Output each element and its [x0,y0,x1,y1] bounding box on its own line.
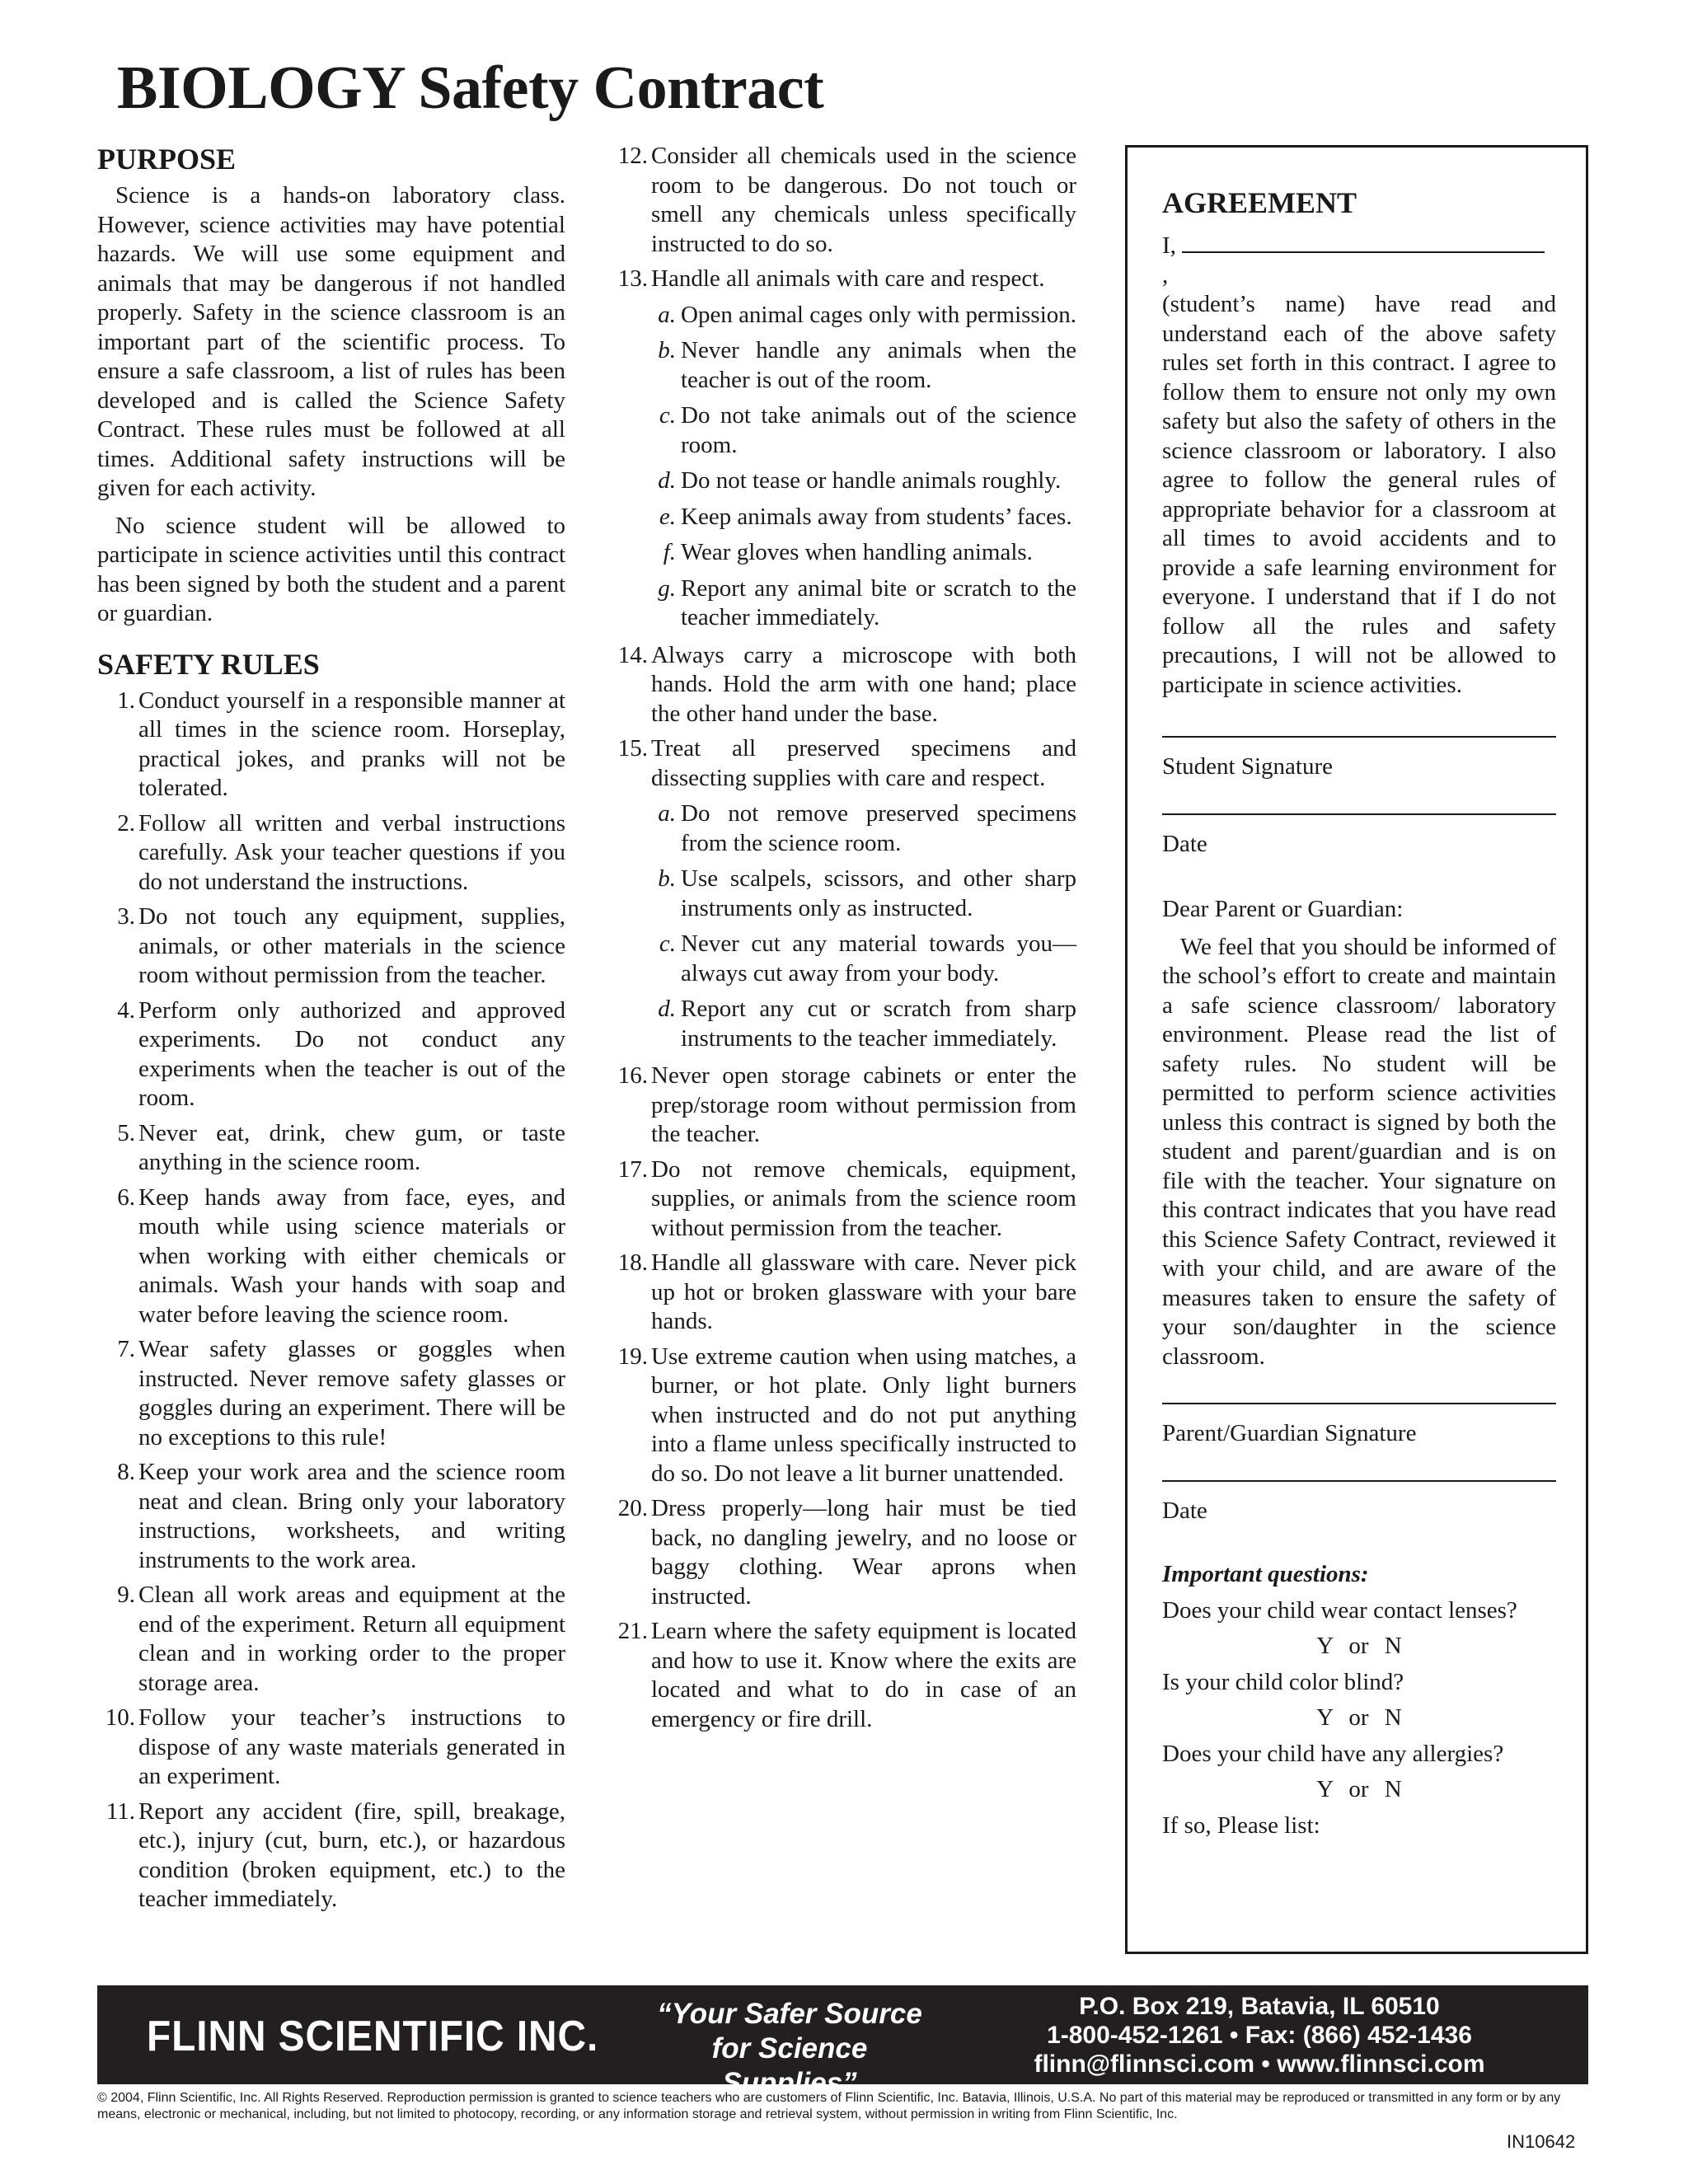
rule-number: 9. [117,1582,135,1608]
agreement-body: (student’s name) have read and understand each of the above safety rules set forth in this contract. I agree to follow them to ensure not only my own safety but also the safety of others in the science classroom or laboratory. I also agree to follow the general rules of appropriate behavior for a classroom at all times to avoid accidents and to provide a safe learning environment for everyone. I understand that if I do not follow all the rules and safety precautions, I will not be allowed to participate in science activities. [1162,291,1556,698]
sub-rule-letter: d. [658,467,676,494]
rule-text: Handle all glassware with care. Never pick up hot or broken glassware with your bare hands. [651,1249,1076,1334]
safety-rule [610,1062,1076,1150]
sub-rule-text: Open animal cages only with permission. [681,301,1077,328]
sub-rule [648,503,1076,532]
sub-rule-letter: g. [658,574,676,602]
list-prompt: If so, Please list: [1162,1811,1320,1839]
safety-rule [97,1704,565,1792]
safety-rule-row [97,996,565,1113]
sub-rule [648,995,1076,1053]
safety-rule [610,641,1076,729]
rule-text: Clean all work areas and equipment at the end of the experiment. Return all equipment clean and in working order to the proper storage area. [138,1582,565,1696]
safety-rule [610,1617,1076,1734]
safety-rule-row [97,1183,565,1330]
yes-no-options[interactable]: Y or N [1316,1633,1402,1659]
safety-rule-row [97,1581,565,1698]
page-title: BIOLOGY Safety Contract [117,54,824,122]
agreement-content [1162,185,1556,1840]
rule-number: 15. [617,735,648,762]
safety-rule [97,1335,565,1452]
parent-signature-label: Parent/Guardian Signature [1162,1420,1417,1446]
sub-rule [648,865,1076,923]
safety-rule-row [610,142,1076,259]
rule-text: Do not remove chemicals, equipment, supplies, or animals from the science room without permission from the teacher. [651,1155,1076,1241]
safety-rule-row [97,902,565,991]
safety-rule [610,1249,1076,1337]
question: Does your child wear contact lenses? [1162,1596,1517,1624]
parent-signature-line[interactable] [1162,1403,1556,1404]
slogan-line: for Science Supplies” [711,2032,868,2099]
rule-number: 11. [106,1797,135,1825]
questions-heading: Important questions: [1162,1561,1369,1587]
sub-rule [648,336,1076,395]
rules-list [610,142,1076,1734]
rule-text: Follow all written and verbal instructions carefully. Ask your teacher questions if you do not understand the instructions. [138,809,565,895]
rule-text: Do not touch any equipment, supplies, animals, or other materials in the science room without permission from the teacher. [138,903,565,988]
sub-rule-letter: b. [658,337,676,363]
student-date-label: Date [1162,830,1207,857]
parent-body: We feel that you should be informed of the school’s effort to create and maintain a safe science classroom/ laboratory environment. Please read the list of safety rules. No student will be permitted to perform science activities unless this contract is signed by both the student and parent/guardian and is on file with the teacher. Your signature on this contract indicates that you have read this Science Safety Contract, reviewed it with your child, and are aware of the measures taken to ensure the safety of your son/daughter in the science classroom. [1162,933,1556,1370]
rule-text: Keep your work area and the science room neat and clean. Bring only your laboratory instructions, worksheets, and writing instruments to the work area. [138,1459,565,1573]
sub-rule [648,930,1076,988]
safety-rule-row [97,687,565,804]
purpose-heading: PURPOSE [97,143,237,176]
sub-rule [648,574,1076,633]
student-date-line[interactable] [1162,813,1556,815]
parent-date-line[interactable] [1162,1480,1556,1482]
sub-rule-letter: c. [659,402,676,429]
rule-text: Handle all animals with care and respect. [651,265,1045,292]
safety-rule-row [97,809,565,898]
safety-rule [97,687,565,804]
parent-date-label: Date [1162,1497,1207,1524]
student-signature-label: Student Signature [1162,753,1334,780]
safety-rule-row [610,265,1076,294]
rule-text: Learn where the safety equipment is located and how to use it. Know where the exits are located and what to do in case of an emergency or fire drill. [651,1618,1076,1732]
copyright-notice: © 2004, Flinn Scientific, Inc. All Rights Reserved. Reproduction permission is granted to science teachers who are customers of Flinn Scientific, Inc. Batavia, Illinois, U.S.A. No part of this material may be reproduced or transmitted in any form or by any means, electronic or mechanical, including, but not limited to photocopy, recording, or any information storage and retrieval system, without permission in writing from Flinn Scientific, Inc. [97,2091,1561,2121]
rule-number: 13. [617,265,648,292]
safety-rule-row [97,1119,565,1178]
sub-rule-letter: f. [663,539,676,565]
sub-rule-text: Keep animals away from students’ faces. [681,503,1072,530]
sub-rule-text: Use scalpels, scissors, and other sharp instruments only as instructed. [681,865,1076,921]
rule-number: 19. [617,1343,648,1370]
safety-rule [97,809,565,898]
rule-number: 2. [117,809,135,837]
agreement-intro [1162,232,1556,290]
rules-list [97,687,565,1915]
agreement-intro-start: I, [1162,232,1176,259]
slogan-line: “Your Safer Source [657,1998,922,2030]
rule-number: 7. [117,1336,135,1362]
rule-number: 17. [617,1155,648,1183]
rule-number: 8. [117,1459,135,1485]
rule-number: 5. [117,1119,135,1146]
sub-rule [648,538,1076,568]
rule-number: 18. [617,1249,648,1276]
address: P.O. Box 219, Batavia, IL 60510 [1079,1993,1440,2020]
safety-rule [610,1494,1076,1611]
sub-rule-text: Do not remove preserved specimens from the science room. [681,800,1076,856]
rule-number: 20. [617,1495,648,1521]
rule-text: Conduct yourself in a responsible manner at all times in the science room. Horseplay, practical jokes, and pranks will not be tolerated. [138,687,565,801]
rule-text: Treat all preserved specimens and dissecting supplies with care and respect. [651,735,1076,791]
safety-rule [97,1119,565,1178]
safety-rule-row [610,641,1076,729]
safety-rule [610,1155,1076,1244]
safety-rule-row [97,1335,565,1452]
rule-text: Keep hands away from face, eyes, and mouth while using science materials or when working with either chemicals or animals. Wash your hands with soap and water before leaving the science room. [138,1183,565,1328]
safety-rule-row [610,1249,1076,1337]
yes-no-options[interactable]: Y or N [1316,1776,1402,1802]
safety-rule-row [610,1494,1076,1611]
safety-rule [97,1183,565,1330]
safety-rule [97,1458,565,1575]
rule-number: 12. [617,143,648,169]
middle-column [610,142,1076,1740]
sub-rule-letter: a. [658,301,676,328]
rule-text: Perform only authorized and approved experiments. Do not conduct any experiments when the teacher is out of the room. [138,996,565,1111]
left-column [97,142,565,1920]
safety-rule [97,1581,565,1698]
safety-rule [97,902,565,991]
safety-rules-heading: SAFETY RULES [97,647,320,681]
rule-text: Report any accident (fire, spill, breakage, etc.), injury (cut, burn, etc.), or hazardous condition (broken equipment, etc.) to the teacher immediately. [138,1797,565,1912]
sub-rule [648,401,1076,460]
parent-greeting: Dear Parent or Guardian: [1162,896,1404,922]
rule-text: Use extreme caution when using matches, a burner, or hot plate. Only light burners when instructed and do not put anything into a flame unless specifically instructed to do so. Do not leave a lit burner unattended. [651,1343,1076,1487]
sub-rule [648,301,1076,330]
student-signature-line[interactable] [1162,736,1556,738]
safety-rule-row [610,1062,1076,1150]
sub-rule-text: Do not take animals out of the science room. [681,402,1076,458]
sub-rule [648,799,1076,858]
safety-rule [610,265,1076,633]
student-name-field[interactable] [1182,233,1545,253]
rule-number: 6. [117,1183,135,1211]
footer-bar [97,1985,1588,2099]
rule-text: Never open storage cabinets or enter the prep/storage room without permission from the teacher. [651,1062,1076,1147]
agreement-intro-comma: , [1162,261,1169,288]
contact-info [1004,1992,1515,2079]
rule-number: 14. [617,641,648,668]
sub-rule [648,466,1076,496]
sub-rule-text: Never handle any animals when the teacher is out of the room. [681,337,1076,393]
slogan [641,1997,938,2101]
purpose-paragraph: Science is a hands-on laboratory class. However, science activities may have potential hazards. We will use some equipment and animals that may be dangerous if not handled properly. Safety in the science classroom is an important part of the scientific process. To ensure a safe classroom, a list of rules has been developed and is called the Science Safety Contract. These rules must be followed at all times. Additional safety instructions will be given for each activity. [97,182,565,501]
yes-no-options[interactable]: Y or N [1316,1704,1402,1731]
sub-rule-text: Wear gloves when handling animals. [681,539,1033,565]
safety-rule [97,996,565,1113]
safety-rule-row [97,1458,565,1575]
company-logo: FLINN SCIENTIFIC INC. [147,2013,599,2060]
rule-text: Always carry a microscope with both hands. Hold the arm with one hand; place the other hand under the base. [651,641,1076,727]
agreement-box [1125,145,1588,1954]
rule-number: 3. [117,903,135,930]
purpose-paragraph: No science student will be allowed to participate in science activities until this contract has been signed by both the student and a parent or guardian. [97,512,565,626]
agreement-heading: AGREEMENT [1162,186,1357,219]
safety-rule-row [97,1704,565,1792]
sub-rule-text: Do not tease or handle animals roughly. [681,467,1062,494]
sub-rule-letter: c. [659,930,676,957]
safety-rule-row [97,1797,565,1915]
rule-text: Consider all chemicals used in the science room to be dangerous. Do not touch or smell any chemicals unless specifically instructed to do so. [651,143,1076,257]
rule-number: 1. [117,687,135,714]
rule-number: 21. [617,1618,648,1644]
safety-rule-row [610,1343,1076,1489]
safety-rule [97,1797,565,1915]
safety-rule-row [610,1617,1076,1734]
rule-text: Wear safety glasses or goggles when instructed. Never remove safety glasses or goggles during an experiment. There will be no exceptions to this rule! [138,1336,565,1451]
safety-rule [610,734,1076,1053]
safety-rule-row [610,1155,1076,1244]
question: Is your child color blind? [1162,1668,1404,1695]
document-id: IN10642 [1507,2131,1576,2152]
rule-text: Dress properly—long hair must be tied back, no dangling jewelry, and no loose or baggy clothing. Wear aprons when instructed. [651,1495,1076,1610]
sub-rule-letter: b. [658,865,676,892]
safety-rule-row [610,734,1076,793]
rule-number: 16. [617,1062,648,1089]
phone: 1-800-452-1261 • Fax: (866) 452-1436 [1047,2022,1472,2049]
question: Does your child have any allergies? [1162,1740,1504,1767]
sub-rule-text: Report any cut or scratch from sharp instruments to the teacher immediately. [681,996,1076,1052]
sub-rule-letter: d. [658,996,676,1022]
rule-text: Follow your teacher’s instructions to dispose of any waste materials generated in an experiment. [138,1704,565,1789]
sub-rule-letter: e. [659,503,676,530]
rule-number: 10. [105,1704,135,1731]
web-contact: flinn@flinnsci.com • www.flinnsci.com [1034,2050,1485,2078]
sub-rule-text: Report any animal bite or scratch to the teacher immediately. [681,574,1076,630]
safety-rule [610,1343,1076,1489]
rule-text: Never eat, drink, chew gum, or taste anything in the science room. [138,1119,565,1175]
rule-number: 4. [117,996,135,1024]
sub-rule-letter: a. [658,800,676,827]
sub-rule-text: Never cut any material towards you—always cut away from your body. [681,930,1076,987]
safety-rule [610,142,1076,259]
